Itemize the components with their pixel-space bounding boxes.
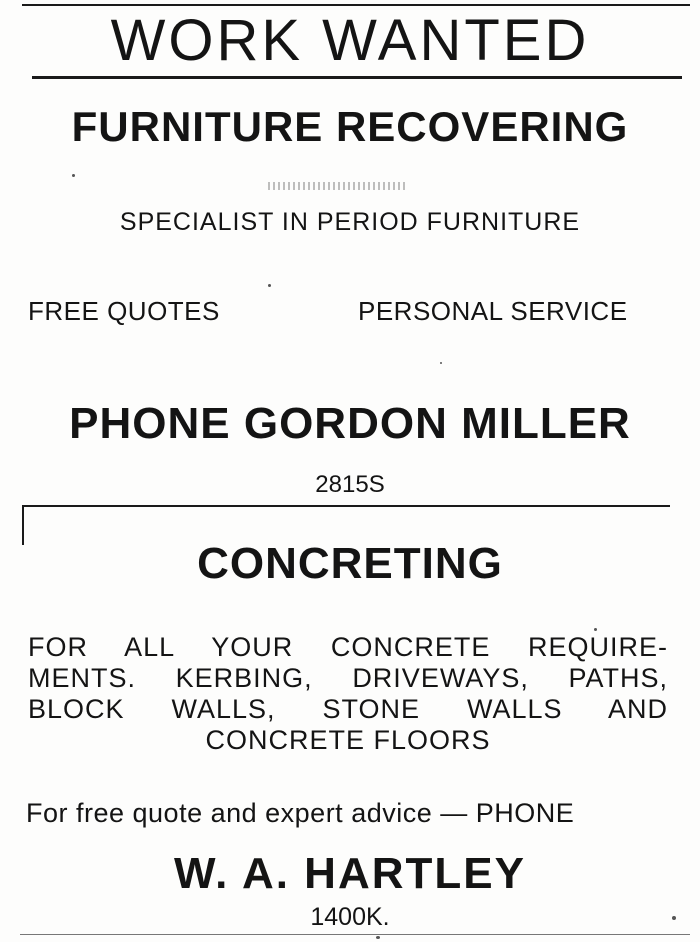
ad-reference-number: 1400K. — [310, 903, 390, 931]
section-heading: WORK WANTED — [110, 8, 590, 73]
print-smudge — [268, 182, 408, 190]
ad-body-text — [28, 632, 668, 756]
print-speck — [72, 174, 75, 177]
body-line: CONCRETE FLOORS — [205, 725, 491, 755]
advice-line: For free quote and expert advice — PHONE — [26, 798, 575, 828]
personal-service-note: PERSONAL SERVICE — [358, 296, 628, 326]
body-line: FOR ALL YOUR CONCRETE REQUIRE- — [28, 632, 668, 662]
ad-reference-number: 2815S — [315, 471, 385, 498]
ad-subtitle: SPECIALIST IN PERIOD FURNITURE — [119, 208, 581, 236]
free-quotes-note: FREE QUOTES — [28, 296, 220, 326]
divider-stub — [22, 505, 24, 545]
heading-underline — [32, 76, 682, 79]
print-speck — [440, 362, 442, 364]
contact-name-hartley: W. A. HARTLEY — [174, 849, 526, 898]
print-speck — [672, 916, 676, 920]
print-speck — [268, 284, 271, 287]
print-speck — [594, 628, 597, 631]
bottom-rule — [20, 934, 690, 935]
ad-divider — [22, 505, 670, 507]
contact-name-miller: PHONE GORDON MILLER — [69, 399, 631, 448]
body-line: MENTS. KERBING, DRIVEWAYS, PATHS, — [28, 663, 668, 693]
ad-title-concreting: CONCRETING — [197, 539, 503, 588]
print-speck — [376, 936, 380, 939]
body-line: BLOCK WALLS, STONE WALLS AND — [28, 694, 668, 724]
top-rule — [22, 4, 690, 6]
ad-title-furniture: FURNITURE RECOVERING — [71, 103, 629, 150]
